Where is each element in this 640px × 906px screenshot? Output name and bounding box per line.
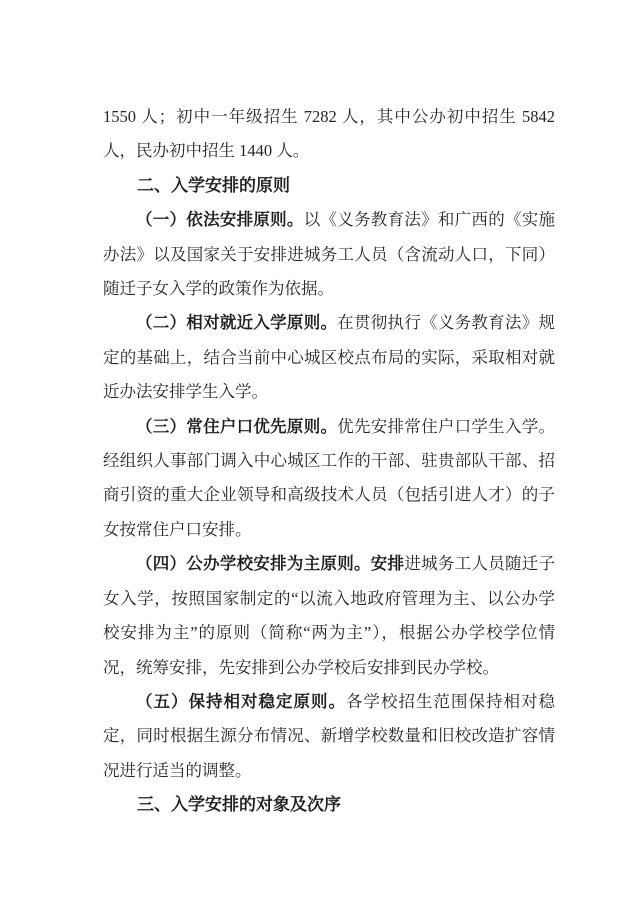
principle-5-title: （五）保持相对稳定原则。 [136,691,346,711]
paragraph-principle-4 [103,547,555,685]
principle-3-body: 优先安排常住户口学生入学。经组织人事部门调入中心城区工作的干部、驻贵部队干部、招商引资的重大企业领导和高级技术人员（包括引进人才）的子女按常住户口安排。 [103,416,556,539]
section-heading-targets-order: 三、入学安排的对象及次序 [137,795,341,815]
paragraph-principle-2 [103,306,555,409]
principle-5-body: 各学校招生范围保持相对稳定，同时根据生源分布情况、新增学校数量和旧校改造扩容情况进行适当的调整。 [103,691,555,780]
principle-4-title: （四）公办学校安排为主原则。安排 [136,554,405,574]
paragraph-enrollment-figures: 1550 人；初中一年级招生 7282 人，其中公办初中招生 5842 人，民办初中招生 1440 人。 [103,107,555,161]
paragraph-principle-1 [103,203,555,306]
paragraph-principle-3 [103,410,555,548]
principle-3-title: （三）常住户口优先原则。 [136,416,338,436]
document-content [103,100,555,823]
section-heading-principles: 二、入学安排的原则 [137,175,290,195]
paragraph-principle-5 [103,685,555,788]
principle-2-title: （二）相对就近入学原则。 [136,313,338,333]
principle-2-body: 在贯彻执行《义务教育法》规定的基础上，结合当前中心城区校点布局的实际，采取相对就近办法安排学生入学。 [103,313,556,402]
principle-1-title: （一）依法安排原则。 [136,210,304,230]
principle-1-body: 以《义务教育法》和广西的《实施办法》以及国家关于安排进城务工人员（含流动人口，下同）随迁子女入学的政策作为依据。 [103,210,556,299]
principle-4-body: 进城务工人员随迁子女入学，按照国家制定的“以流入地政府管理为主、以公办学校安排为主”的原则（简称“两为主”），根据公办学校学位情况，统筹安排，先安排到公办学校后安排到民办学校。 [103,554,556,677]
